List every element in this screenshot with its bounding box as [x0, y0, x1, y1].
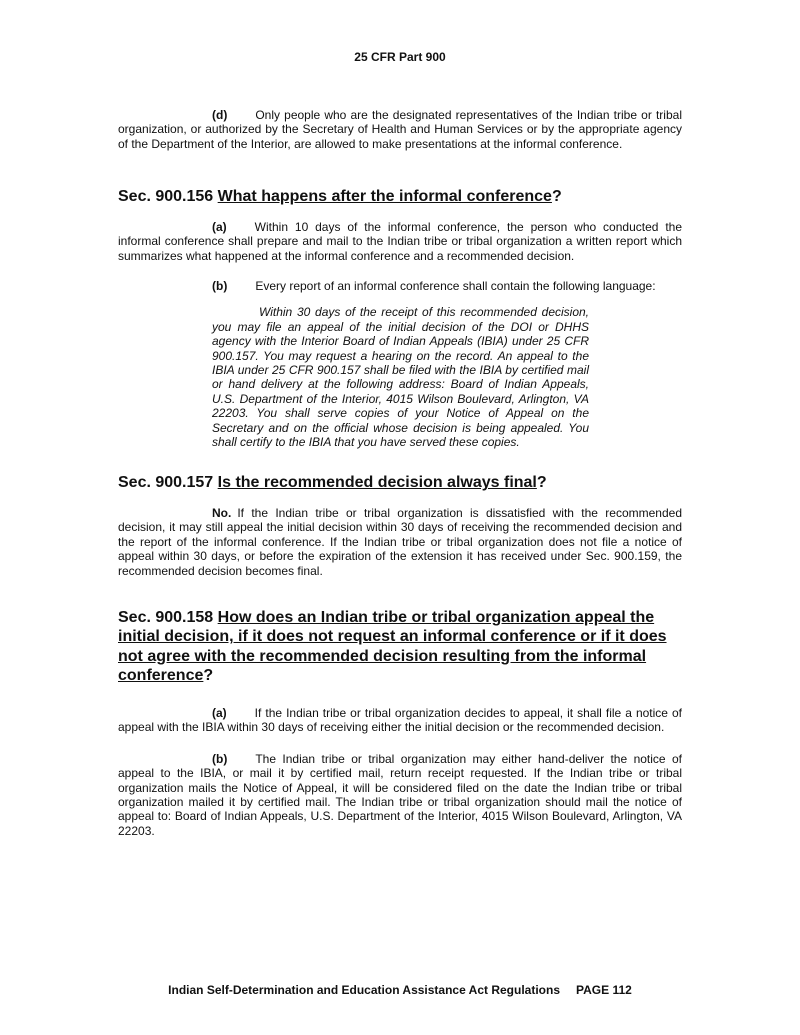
paragraph-d [118, 108, 682, 151]
paragraph-156-b [118, 279, 682, 293]
section-title: How does an Indian tribe or tribal organization appeal the initial decision, if it does not request an informal conference or if it does not agree with the recommended decision resulting from the informal conference [118, 608, 667, 685]
paragraph-157 [118, 506, 682, 578]
paragraph-text: If the Indian tribe or tribal organization is dissatisfied with the recommended decision, it may still appeal the initial decision within 30 days of receiving the recommended decision and the report of the informal conference. If the Indian tribe or tribal organization does not file a notice of appeal within 30 days, or before the expiration of the extension it has received under Sec. 900.159, the recommended decision becomes final. [118, 505, 682, 578]
section-number: Sec. 900.156 [118, 188, 214, 206]
section-title: Is the recommended decision always final [217, 474, 537, 492]
paragraph-158-b [118, 752, 682, 838]
paragraph-label: (d) [212, 108, 228, 122]
page-footer [0, 983, 800, 997]
paragraph-text: If the Indian tribe or tribal organization decides to appeal, it shall file a notice of appeal with the IBIA within 30 days of receiving either the initial decision or the recommended decision. [118, 705, 682, 735]
paragraph-text: Every report of an informal conference shall contain the following language: [255, 278, 656, 293]
paragraph-label: (a) [212, 705, 227, 720]
section-title: What happens after the informal conference [217, 188, 552, 206]
paragraph-156-a [118, 220, 682, 263]
paragraph-text: Only people who are the designated representatives of the Indian tribe or tribal organization, or authorized by the Secretary of Health and Human Services or by the appropriate agency of the Department of the Interior, are allowed to make presentations at the informal conference. [118, 108, 682, 151]
section-number: Sec. 900.157 [118, 474, 214, 492]
paragraph-text: The Indian tribe or tribal organization may either hand-deliver the notice of appeal to the IBIA, or mail it by certified mail, return receipt requested. If the Indian tribe or tribal organization mails the Notice of Appeal, it will be considered filed on the date the Indian tribe or tribal organization mailed it by certified mail. The Indian tribe or tribal organization should mail the notice of appeal to: Board of Indian Appeals, U.S. Department of the Interior, 4015 Wilson Boulevard, Arlington, VA 22203. [118, 751, 682, 838]
section-qmark: ? [536, 474, 547, 492]
page-number: PAGE 112 [576, 983, 632, 997]
paragraph-label: (b) [212, 751, 228, 766]
page-header: 25 CFR Part 900 [354, 50, 446, 64]
section-qmark: ? [551, 188, 562, 206]
section-heading-900-158 [118, 608, 682, 686]
section-number: Sec. 900.158 [118, 608, 214, 626]
footer-title: Indian Self-Determination and Education Assistance Act Regulations [168, 983, 561, 997]
paragraph-label: (b) [212, 278, 228, 293]
document-body [118, 108, 682, 838]
paragraph-label: (a) [212, 219, 227, 234]
paragraph-text: Within 10 days of the informal conference, the person who conducted the informal conference shall prepare and mail to the Indian tribe or tribal organization a written report which summarizes what happened at the informal conference and a recommended decision. [118, 219, 682, 263]
required-language-quote: Within 30 days of the receipt of this recommended decision, you may file an appeal of the initial decision of the DOI or DHHS agency with the Interior Board of Indian Appeals (IBIA) under 25 CFR 900.157. You may request a hearing on the record. An appeal to the IBIA under 25 CFR 900.157 shall be filed with the IBIA by certified mail or hand delivery at the following address: Board of Indian Appeals, U.S. Department of the Interior, 4015 Wilson Boulevard, Arlington, VA 22203. You shall serve copies of your Notice of Appeal on the Secretary and on the official whose decision is being appealed. You shall certify to the IBIA that you have served these copies. [212, 305, 589, 449]
paragraph-158-a [118, 706, 682, 735]
section-qmark: ? [203, 667, 214, 685]
paragraph-label: No. [212, 505, 232, 520]
section-heading-900-156 [118, 187, 682, 207]
section-heading-900-157 [118, 473, 682, 493]
